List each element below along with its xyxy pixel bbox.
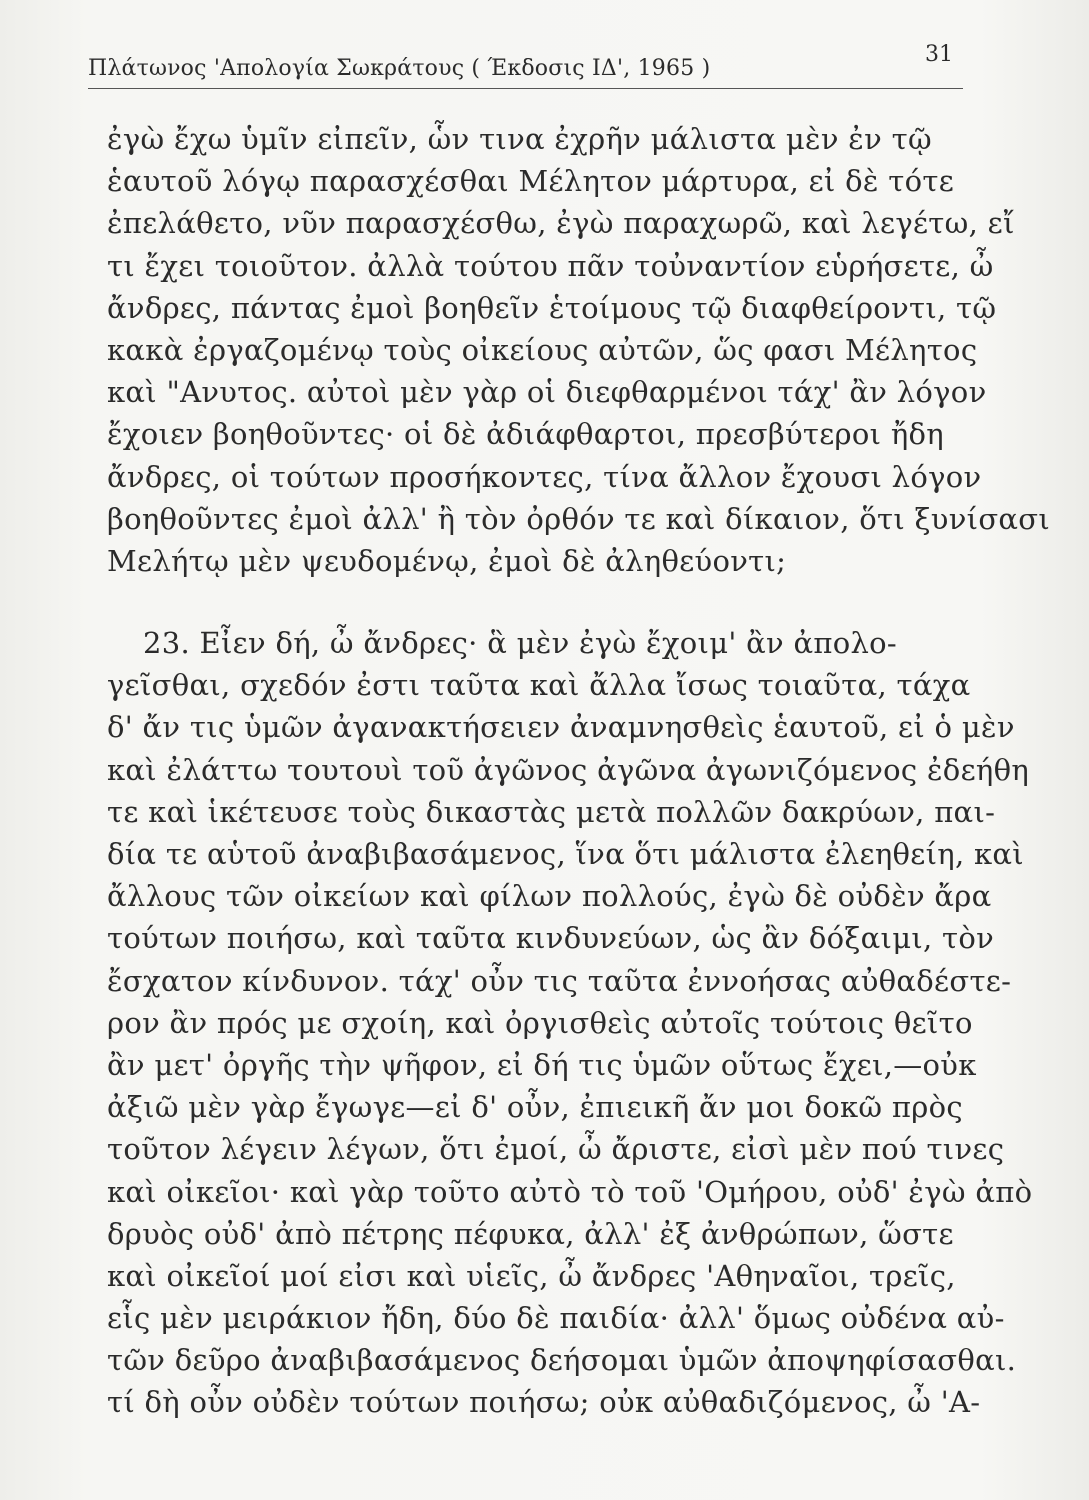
text-line: ἐπελάθετο, νῦν παρασχέσθω, ἐγὼ παραχωρῶ, καὶ λεγέτω, εἴ	[107, 206, 1015, 241]
running-title: Πλάτωνος 'Απολογία Σωκράτους ( Έκδοσις ΙΔ', 1965 )	[88, 56, 711, 81]
text-line: κακὰ ἐργαζομένῳ τοὺς οἰκείους αὐτῶν, ὥς φασι Μέλητος	[107, 332, 978, 367]
running-head	[88, 42, 963, 88]
text-line: καὶ οἰκεῖοί μοί εἰσι καὶ υἱεῖς, ὦ ἄνδρες 'Αθηναῖοι, τρεῖς,	[107, 1258, 956, 1293]
paragraph-gap	[107, 582, 987, 622]
text-line: ἑαυτοῦ λόγῳ παρασχέσθαι Μέλητον μάρτυρα, εἰ δὲ τότε	[107, 164, 955, 199]
text-line: ἄνδρες, οἱ τούτων προσήκοντες, τίνα ἄλλον ἔχουσι λόγον	[107, 459, 982, 494]
text-line: τί δὴ οὖν οὐδὲν τούτων ποιήσω; οὐκ αὐθαδιζόμενος, ὦ 'Α-	[107, 1385, 981, 1420]
text-line: τούτων ποιήσω, καὶ ταῦτα κινδυνεύων, ὡς ἂν δόξαιμι, τὸν	[107, 921, 995, 956]
text-line: δία τε αὑτοῦ ἀναβιβασάμενος, ἵνα ὅτι μάλιστα ἐλεηθείη, καὶ	[107, 837, 1024, 871]
page-number: 31	[925, 42, 953, 67]
text-line: καὶ ἐλάττω τουτουὶ τοῦ ἀγῶνος ἀγῶνα ἀγωνιζόμενος ἐδεήθη	[107, 752, 1029, 787]
text-line: ρον ἂν πρός με σχοίη, καὶ ὀργισθεὶς αὐτοῖς τούτοις θεῖτο	[107, 1005, 973, 1040]
text-line: Μελήτῳ μὲν ψευδομένῳ, ἐμοὶ δὲ ἀληθεύοντι;	[107, 543, 787, 578]
paragraph-1	[107, 118, 1051, 582]
text-line: ἄνδρες, πάντας ἐμοὶ βοηθεῖν ἑτοίμους τῷ διαφθείροντι, τῷ	[107, 290, 997, 325]
text-line: δρυὸς οὐδ' ἀπὸ πέτρης πέφυκα, ἀλλ' ἐξ ἀνθρώπων, ὥστε	[107, 1216, 954, 1251]
text-line: τοῦτον λέγειν λέγων, ὅτι ἐμοί, ὦ ἄριστε, εἰσὶ μὲν πού τινες	[107, 1132, 1005, 1167]
text-line: καὶ "Ανυτος. αὐτοὶ μὲν γὰρ οἱ διεφθαρμένοι τάχ' ἂν λόγον	[107, 375, 987, 410]
text-line: ἂν μετ' ὀργῆς τὴν ψῆφον, εἰ δή τις ὑμῶν οὕτως ἔχει,—οὐκ	[107, 1047, 977, 1082]
text-line: τε καὶ ἱκέτευσε τοὺς δικαστὰς μετὰ πολλῶν δακρύων, παι-	[107, 794, 996, 829]
text-line: γεῖσθαι, σχεδόν ἐστι ταῦτα καὶ ἄλλα ἴσως τοιαῦτα, τάχα	[107, 668, 971, 703]
text-line: ἄλλους τῶν οἰκείων καὶ φίλων πολλούς, ἐγὼ δὲ οὐδὲν ἄρα	[107, 879, 992, 914]
text-line: τῶν δεῦρο ἀναβιβασάμενος δεήσομαι ὑμῶν ἀποψηφίσασθαι.	[107, 1343, 1017, 1378]
text-line: 23. Εἶεν δή, ὦ ἄνδρες· ἃ μὲν ἐγὼ ἔχοιμ' ἂν ἀπολο-	[143, 626, 898, 661]
text-line: βοηθοῦντες ἐμοὶ ἀλλ' ἢ τὸν ὀρθόν τε καὶ δίκαιον, ὅτι ξυνίσασι	[107, 501, 1051, 536]
header-rule	[88, 88, 963, 89]
text-line: ἔχοιεν βοηθοῦντες· οἱ δὲ ἀδιάφθαρτοι, πρεσβύτεροι ἤδη	[107, 417, 944, 452]
text-line: ἐγὼ ἔχω ὑμῖν εἰπεῖν, ὧν τινα ἐχρῆν μάλιστα μὲν ἐν τῷ	[107, 122, 932, 156]
paragraph-2	[107, 622, 1033, 1424]
text-line: ἀξιῶ μὲν γὰρ ἔγωγε—εἰ δ' οὖν, ἐπιεικῆ ἄν μοι δοκῶ πρὸς	[107, 1090, 963, 1125]
text-line: καὶ οἰκεῖοι· καὶ γὰρ τοῦτο αὐτὸ τὸ τοῦ 'Ομήρου, οὐδ' ἐγὼ ἀπὸ	[107, 1174, 1033, 1209]
text-line: ἔσχατον κίνδυνον. τάχ' οὖν τις ταῦτα ἐννοήσας αὐθαδέστε-	[107, 963, 1012, 998]
text-block	[107, 118, 1051, 1424]
text-line: εἷς μὲν μειράκιον ἤδη, δύο δὲ παιδία· ἀλλ' ὅμως οὐδένα αὐ-	[107, 1301, 1005, 1336]
text-line: τι ἔχει τοιοῦτον. ἀλλὰ τούτου πᾶν τοὐναντίον εὑρήσετε, ὦ	[107, 248, 994, 283]
text-line: δ' ἄν τις ὑμῶν ἀγανακτήσειεν ἀναμνησθεὶς ἑαυτοῦ, εἰ ὁ μὲν	[107, 710, 1015, 745]
